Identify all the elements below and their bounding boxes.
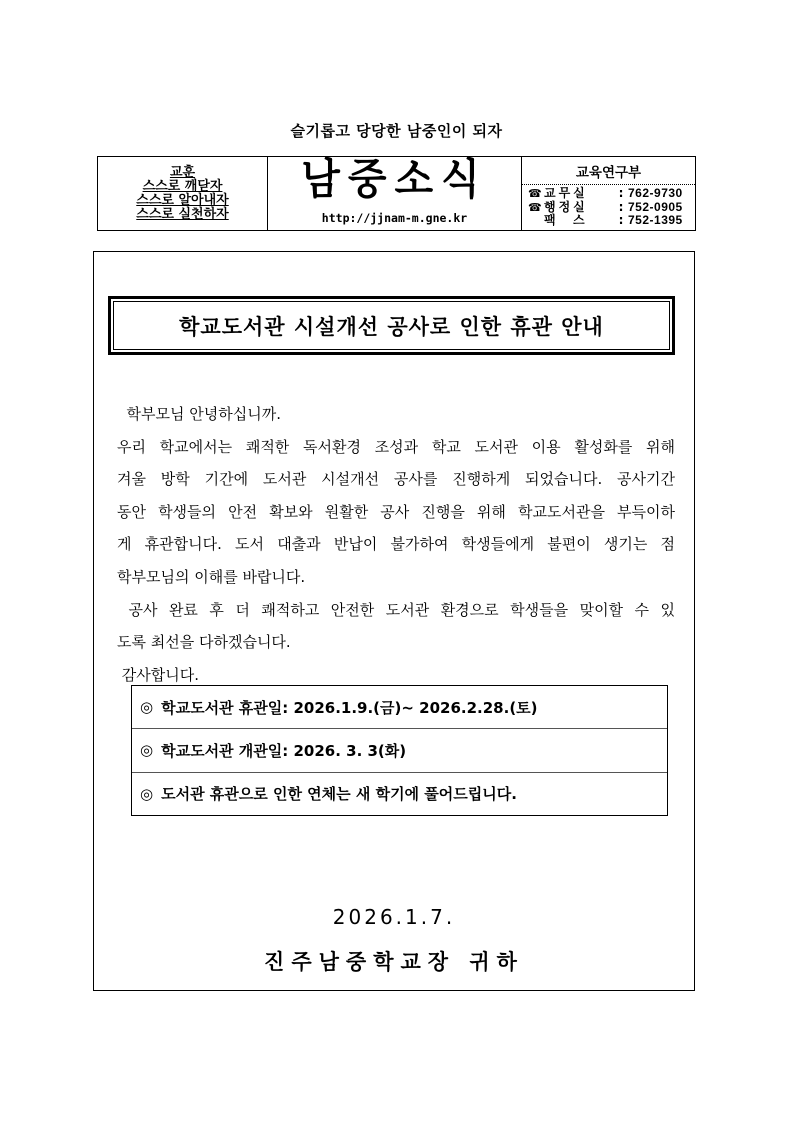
contact-number: 752-1395	[628, 213, 683, 227]
paragraph-line: 도록 최선을 다하겠습니다.	[117, 633, 291, 652]
paragraph-line: 게 휴관합니다. 도서 대출과 반납이 불가하여 학생들에게 불편이 생기는 점	[117, 535, 675, 554]
colon-separator: :	[618, 186, 624, 200]
motto-line-2: 스스로 알아내자	[136, 193, 229, 208]
phone-icon: ☎	[528, 187, 542, 200]
phone-icon: ☎	[528, 200, 542, 214]
school-slogan: 슬기롭고 당당한 남중인이 되자	[290, 122, 503, 140]
contact-row	[528, 187, 689, 201]
bullet-circle-icon: ◎	[140, 741, 154, 760]
contact-row	[528, 214, 689, 228]
school-url: http://jjnam-m.gne.kr	[321, 211, 468, 225]
notice-text	[117, 398, 675, 691]
bullet-circle-icon: ◎	[140, 698, 154, 717]
contact-label: 행정실	[544, 199, 588, 214]
newsletter-logo-cell	[268, 157, 522, 230]
motto-title: 교훈	[169, 165, 196, 180]
info-text: 학교도서관 개관일: 2026. 3. 3(화)	[161, 741, 407, 760]
notice-body	[93, 251, 695, 991]
notice-title: 학교도서관 시설개선 공사로 인한 휴관 안내	[179, 314, 604, 339]
motto-line-1: 스스로 깨닫자	[142, 179, 223, 194]
colon-separator: :	[618, 199, 624, 214]
motto-line-3: 스스로 실천하자	[136, 207, 229, 222]
info-row-overdue	[132, 772, 667, 815]
greeting: 학부모님 안녕하십니까.	[117, 405, 281, 423]
colon-separator: :	[618, 213, 624, 227]
notice-date: 2026.1.7.	[332, 905, 456, 929]
paragraph-line: 겨울 방학 기간에 도서관 시설개선 공사를 진행하게 되었습니다. 공사기간	[117, 470, 675, 489]
contact-label: 팩 스	[544, 213, 588, 227]
contact-list	[522, 185, 695, 230]
department-name: 교육연구부	[522, 157, 695, 185]
closing-line: 감사합니다.	[117, 665, 199, 684]
schedule-info-table	[131, 685, 668, 816]
contact-cell	[522, 157, 695, 230]
info-text: 학교도서관 휴관일: 2026.1.9.(금)~ 2026.2.28.(토)	[161, 698, 538, 717]
notice-title-box	[108, 296, 675, 355]
contact-number: 762-9730	[628, 186, 683, 200]
contact-label: 교무실	[544, 186, 588, 200]
signature: 진주남중학교장 귀하	[264, 950, 524, 974]
contact-row	[528, 201, 689, 215]
bullet-circle-icon: ◎	[140, 784, 154, 803]
paragraph-line: 우리 학교에서는 쾌적한 독서환경 조성과 학교 도서관 이용 활성화를 위해	[117, 437, 675, 456]
info-row-reopening	[132, 728, 667, 771]
info-text: 도서관 휴관으로 인한 연체는 새 학기에 풀어드립니다.	[161, 785, 517, 804]
paragraph-line: 공사 완료 후 더 쾌적하고 안전한 도서관 환경으로 학생들을 맞이할 수 있	[117, 600, 675, 619]
paragraph-line: 학부모님의 이해를 바랍니다.	[117, 567, 306, 586]
contact-number: 752-0905	[628, 199, 683, 214]
school-motto-cell	[98, 157, 268, 230]
info-row-closure	[132, 686, 667, 728]
paragraph-line: 동안 학생들의 안전 확보와 원활한 공사 진행을 위해 학교도서관을 부득이하	[117, 502, 675, 521]
newsletter-header	[97, 156, 696, 231]
newsletter-title: 남중소식	[301, 155, 488, 205]
